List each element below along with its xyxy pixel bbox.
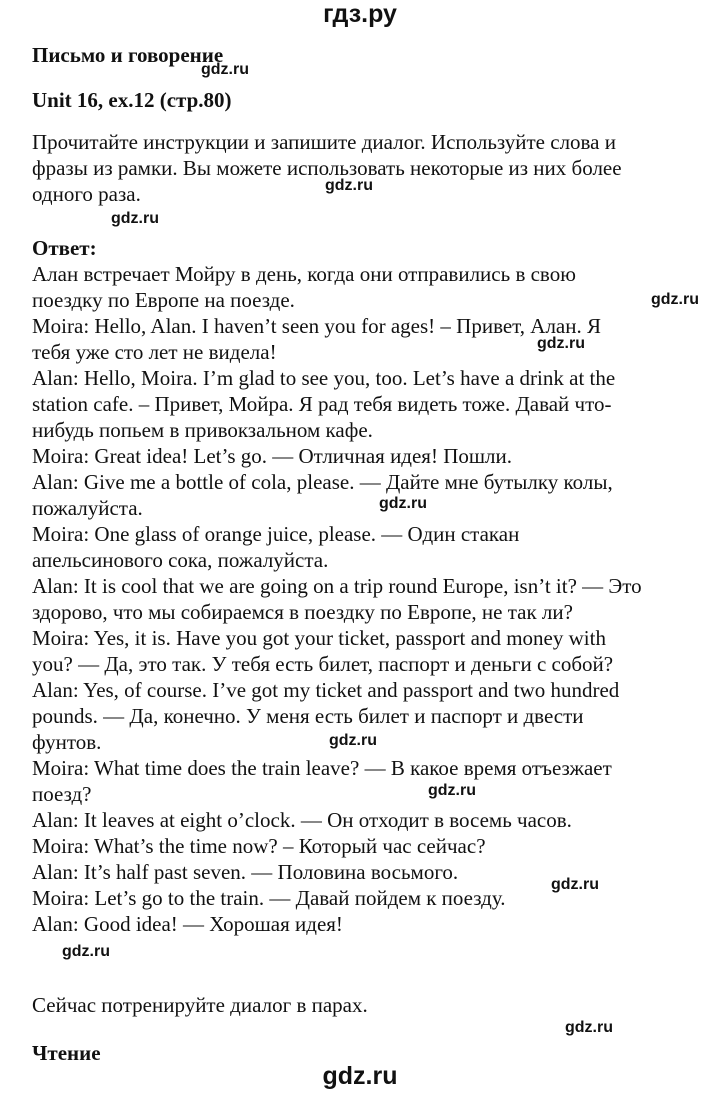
- watermark: gdz.ru: [325, 177, 373, 194]
- site-title: гдз.ру: [323, 0, 397, 28]
- watermark: gdz.ru: [201, 61, 249, 78]
- dialogue-line: Alan: Hello, Moira. I’m glad to see you, too. Let’s have a drink at the: [32, 366, 616, 390]
- dialogue-line: station cafe. – Привет, Мойра. Я рад тебя видеть тоже. Давай что-: [32, 392, 612, 416]
- instruction-line: одного раза.: [32, 182, 141, 206]
- watermark: gdz.ru: [651, 291, 699, 308]
- dialogue-line: фунтов.: [32, 730, 102, 754]
- watermark: gdz.ru: [379, 495, 427, 512]
- practice-line: Сейчас потренируйте диалог в парах.: [32, 993, 368, 1017]
- dialogue-line: Alan: Good idea! — Хорошая идея!: [32, 912, 343, 936]
- dialogue-line: Alan: It’s half past seven. — Половина восьмого.: [32, 860, 459, 884]
- unit-title: Unit 16, ex.12 (стр.80): [32, 88, 232, 112]
- dialogue-line: апельсинового сока, пожалуйста.: [32, 548, 329, 572]
- dialogue-line: Moira: Yes, it is. Have you got your ticket, passport and money with: [32, 626, 606, 650]
- dialogue-line: pounds. — Да, конечно. У меня есть билет и паспорт и двести: [32, 704, 584, 728]
- instruction-line: Прочитайте инструкции и запишите диалог. Используйте слова и: [32, 130, 616, 154]
- answer-dialogue: [32, 261, 700, 937]
- watermark: gdz.ru: [62, 943, 110, 960]
- watermark: gdz.ru: [551, 876, 599, 893]
- dialogue-line: поезд?: [32, 782, 92, 806]
- dialogue-line: пожалуйста.: [32, 496, 143, 520]
- dialogue-line: поездку по Европе на поезде.: [32, 288, 295, 312]
- dialogue-line: Alan: Yes, of course. I’ve got my ticket and passport and two hundred: [32, 678, 620, 702]
- dialogue-line: Alan: Give me a bottle of cola, please. — Дайте мне бутылку колы,: [32, 470, 613, 494]
- watermark: gdz.ru: [565, 1019, 613, 1036]
- watermark: gdz.ru: [111, 210, 159, 227]
- dialogue-line: Алан встречает Мойру в день, когда они отправились в свою: [32, 262, 576, 286]
- dialogue-line: Moira: Let’s go to the train. — Давай пойдем к поезду.: [32, 886, 506, 910]
- reading-title: Чтение: [32, 1041, 101, 1065]
- practice-text: [32, 992, 700, 1018]
- watermark: gdz.ru: [329, 732, 377, 749]
- dialogue-line: Alan: It is cool that we are going on a trip round Europe, isn’t it? — Это: [32, 574, 642, 598]
- instruction-text: [32, 129, 700, 207]
- instruction-line: фразы из рамки. Вы можете использовать некоторые из них более: [32, 156, 622, 180]
- watermark: gdz.ru: [537, 335, 585, 352]
- answer-label: Ответ:: [32, 236, 97, 260]
- section-title: Письмо и говорение: [32, 43, 224, 67]
- footer-brand: gdz.ru: [322, 1062, 398, 1090]
- dialogue-line: нибудь попьем в привокзальном кафе.: [32, 418, 373, 442]
- dialogue-line: Moira: What time does the train leave? — В какое время отъезжает: [32, 756, 612, 780]
- dialogue-line: you? — Да, это так. У тебя есть билет, паспорт и деньги с собой?: [32, 652, 614, 676]
- dialogue-line: Alan: It leaves at eight o’clock. — Он отходит в восемь часов.: [32, 808, 572, 832]
- watermark: gdz.ru: [428, 782, 476, 799]
- dialogue-line: Moira: Hello, Alan. I haven’t seen you for ages! – Привет, Алан. Я: [32, 314, 601, 338]
- dialogue-line: тебя уже сто лет не видела!: [32, 340, 277, 364]
- dialogue-line: Moira: Great idea! Let’s go. — Отличная идея! Пошли.: [32, 444, 513, 468]
- dialogue-line: Moira: What’s the time now? – Который час сейчас?: [32, 834, 486, 858]
- dialogue-line: Moira: One glass of orange juice, please. — Один стакан: [32, 522, 520, 546]
- dialogue-line: здорово, что мы собираемся в поездку по Европе, не так ли?: [32, 600, 573, 624]
